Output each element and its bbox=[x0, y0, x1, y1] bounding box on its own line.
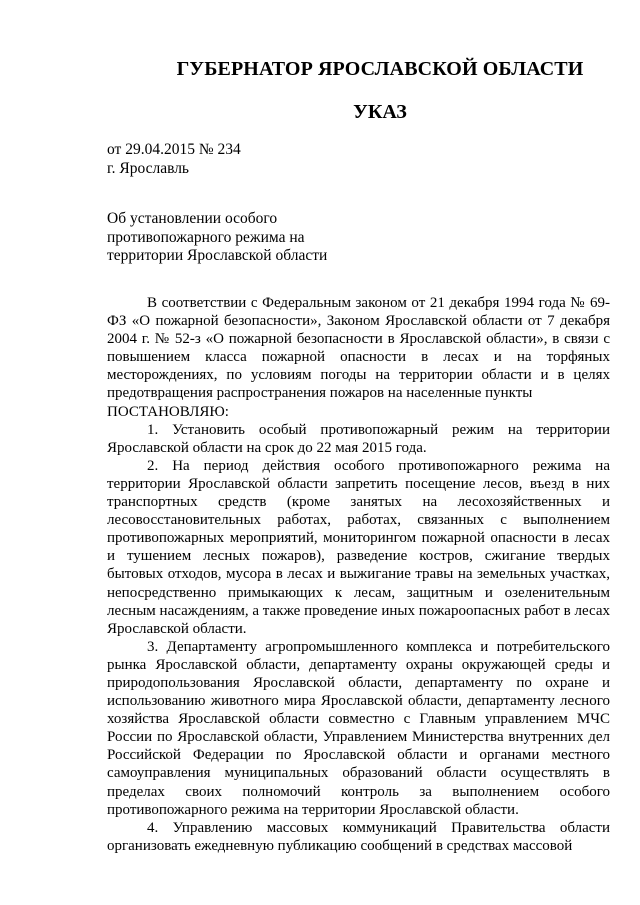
preamble-paragraph: В соответствии с Федеральным законом от 21 декабря 1994 года № 69-ФЗ «О пожарной безопасности», Законом Ярославской области от 7 декабря 2004 г. № 52-з «О пожарной безопасности в Ярославской области», в связи с повышением класса пожарной опасности в лесах и на торфяных месторождениях, по условиям погоды на территории области и в целях предотвращения распространения пожаров на населенные пункты bbox=[107, 295, 610, 402]
document-type-heading: УКАЗ bbox=[353, 101, 407, 123]
subject-line: Об установлении особого bbox=[107, 210, 278, 227]
clause-1: 1. Установить особый противопожарный режим на территории Ярославской области на срок до 22 мая 2015 года. bbox=[107, 421, 610, 456]
document-date-number: от 29.04.2015 № 234 bbox=[107, 141, 241, 158]
clause-3: 3. Департаменту агропромышленного комплекса и потребительского рынка Ярославской области, департаменту охраны окружающей среды и природопользования Ярославской области, департаменту по охране и использованию животного мира Ярославской области, департаменту лесного хозяйства Ярославской области совместно с Главным управлением МЧС России по Ярославской области, Управлением Министерства внутренних дел Российской Федерации по Ярославской области и органами местного самоуправления муниципальных образований области осуществлять в пределах своих полномочий контроль за выполнением особого противопожарного режима на территории Ярославской области. bbox=[107, 638, 610, 818]
document-subject bbox=[107, 210, 367, 266]
issuing-authority-title: ГУБЕРНАТОР ЯРОСЛАВСКОЙ ОБЛАСТИ bbox=[176, 58, 584, 80]
clause-4: 4. Управлению массовых коммуникаций Правительства области организовать ежедневную публикацию сообщений в средствах массовой bbox=[107, 819, 610, 854]
subject-line: противопожарного режима на bbox=[107, 228, 305, 246]
clause-2: 2. На период действия особого противопожарного режима на территории Ярославской области запретить посещение лесов, въезд в них транспортных средств (кроме занятых на лесохозяйственных и лесовосстановительных работах, работах, связанных с выполнением противопожарных мероприятий, мониторингом пожарной опасности в лесах и тушением лесных пожаров), разведение костров, сжигание твердых бытовых отходов, мусора в лесах и выжигание травы на земельных участках, непосредственно примыкающих к лесам, защитным и озеленительным лесным насаждениям, а также проведение иных пожароопасных работ в лесах Ярославской области. bbox=[107, 457, 610, 637]
subject-line: территории Ярославской области bbox=[107, 247, 328, 264]
document-city: г. Ярославль bbox=[107, 160, 189, 177]
document-body bbox=[107, 294, 610, 855]
resolve-heading: ПОСТАНОВЛЯЮ: bbox=[107, 403, 229, 420]
